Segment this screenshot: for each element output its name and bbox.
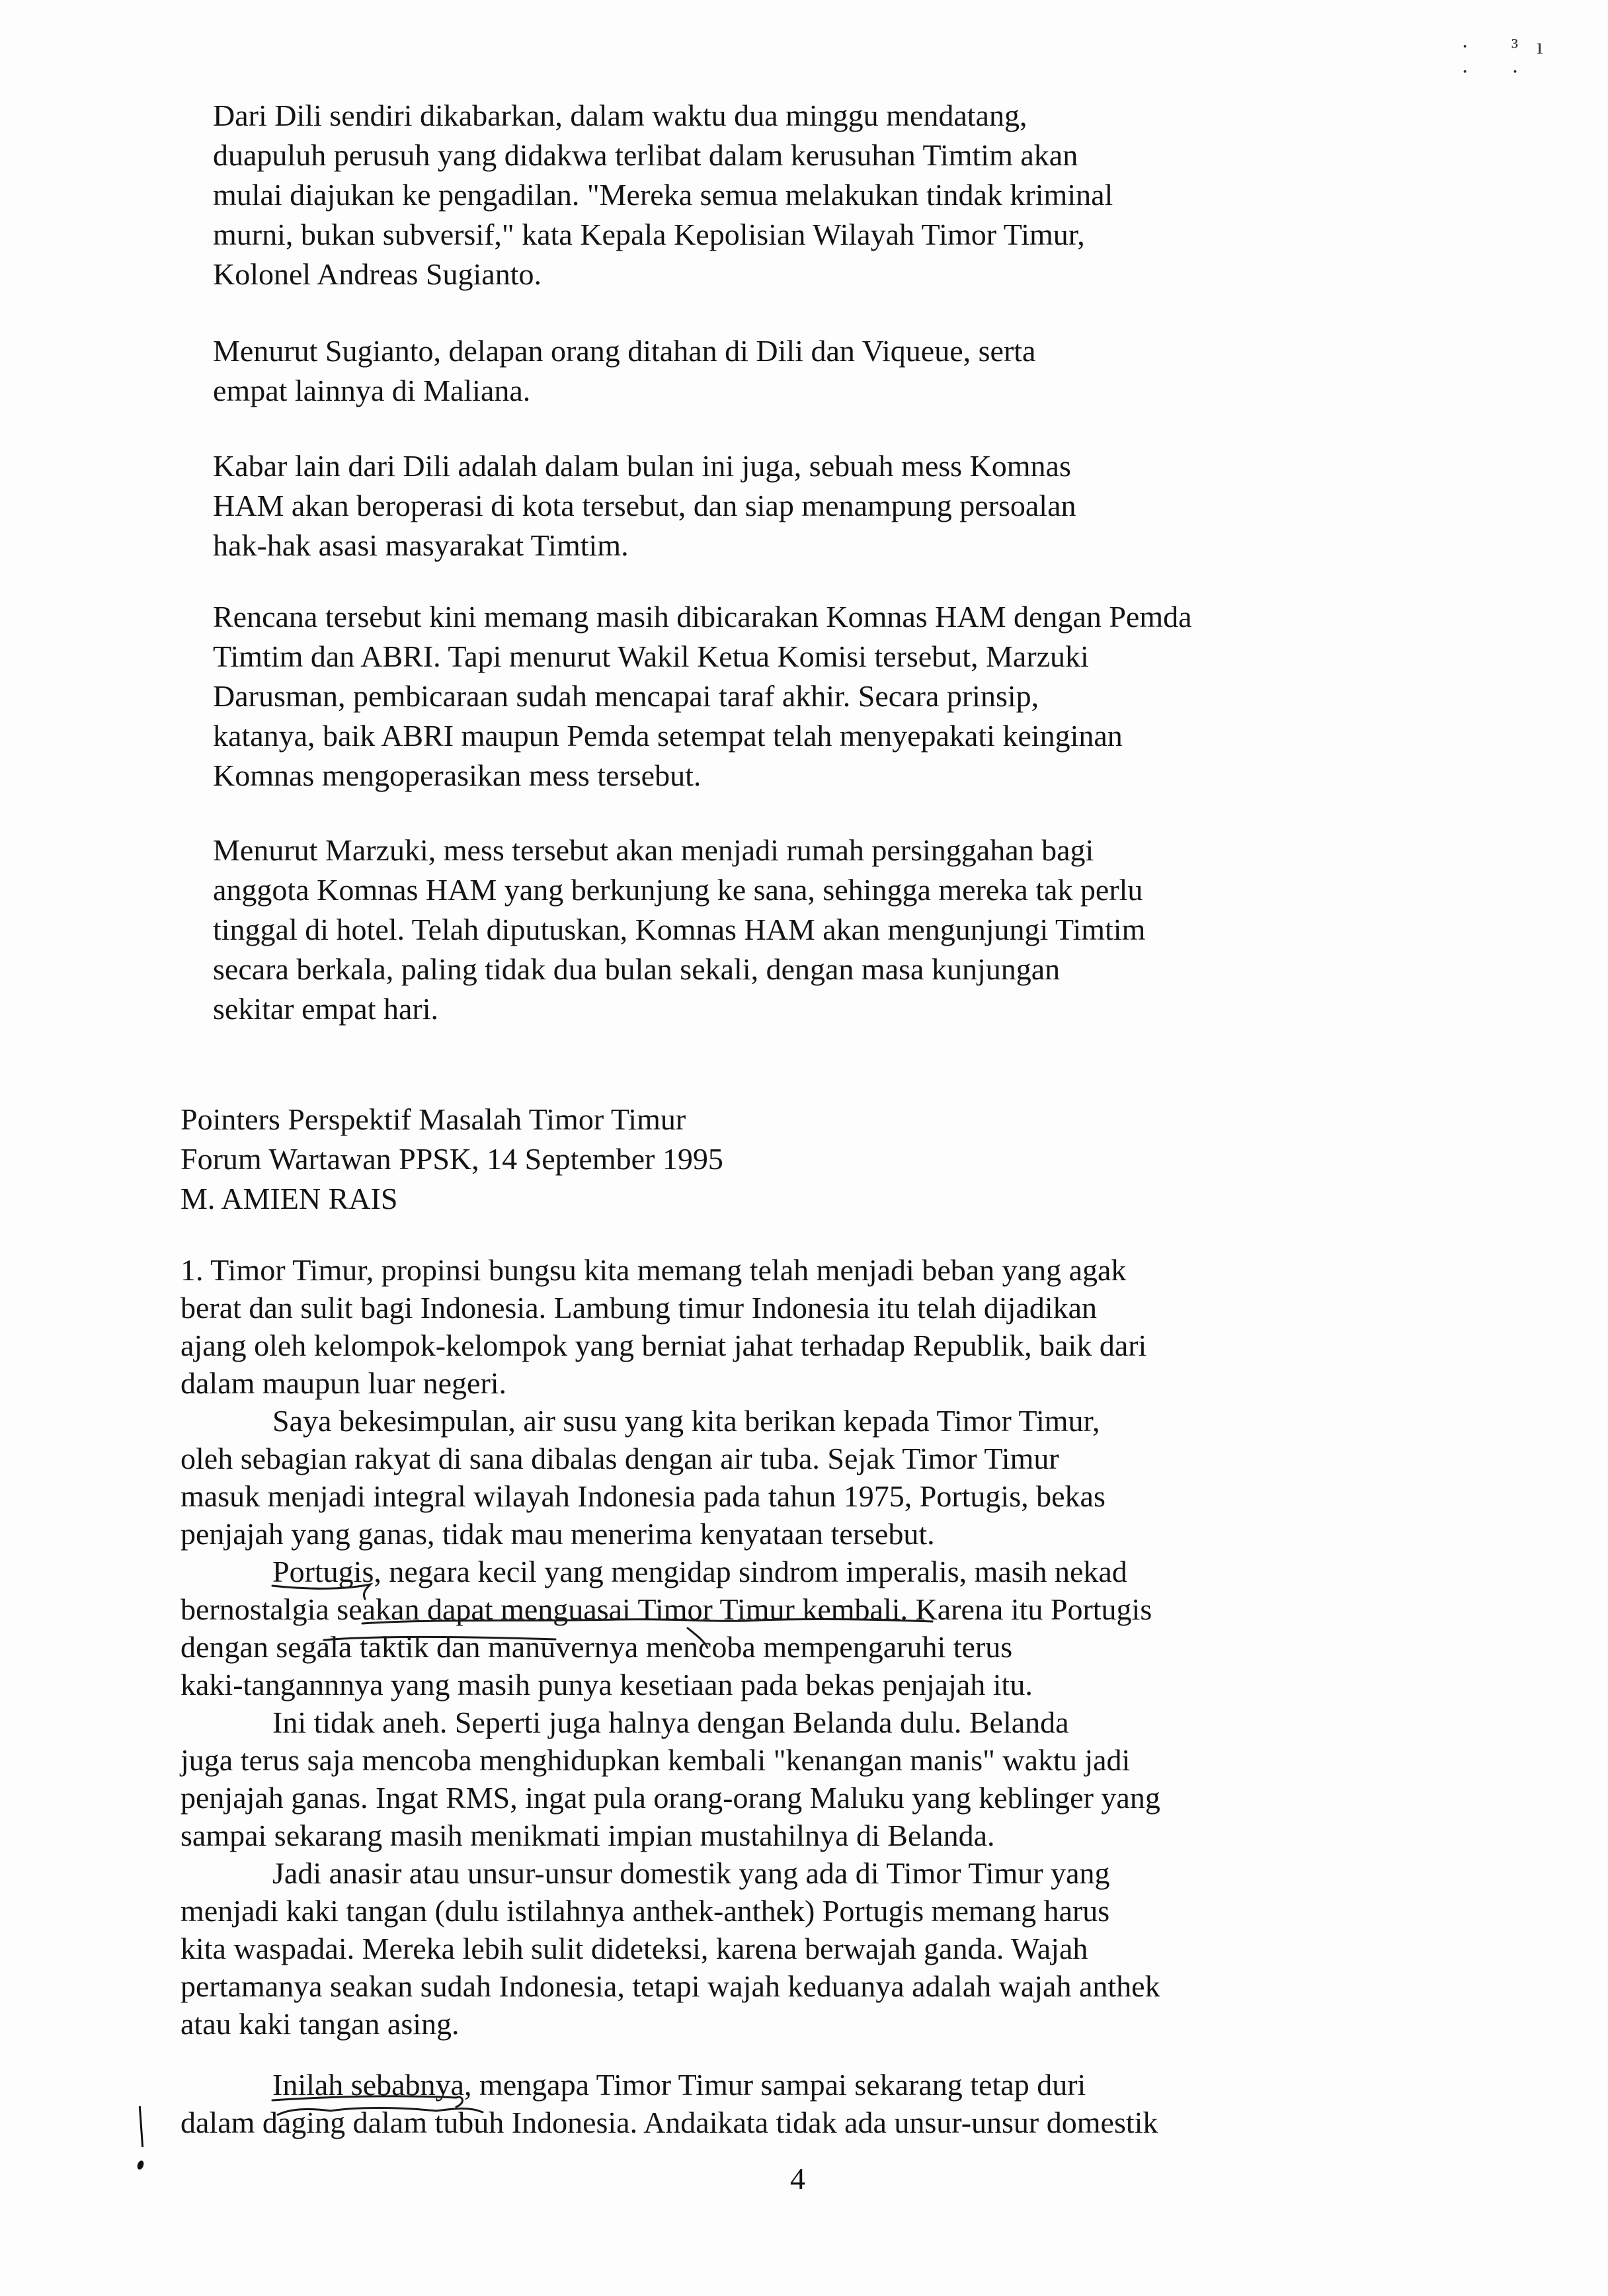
text-line: duapuluh perusuh yang didakwa terlibat dalam kerusuhan Timtim akan <box>213 138 1078 172</box>
body-line: dalam daging dalam tubuh Indonesia. Andaikata tidak ada unsur-unsur domestik <box>181 2106 1158 2139</box>
text-line: Komnas mengoperasikan mess tersebut. <box>213 758 702 792</box>
article-author: M. AMIEN RAIS <box>181 1182 398 1215</box>
text-line: secara berkala, paling tidak dua bulan sekali, dengan masa kunjungan <box>213 952 1061 986</box>
body-line: berat dan sulit bagi Indonesia. Lambung timur Indonesia itu telah dijadikan <box>181 1291 1098 1325</box>
text-line: Kabar lain dari Dili adalah dalam bulan ini juga, sebuah mess Komnas <box>213 449 1071 483</box>
body-line: penjajah yang ganas, tidak mau menerima kenyataan tersebut. <box>181 1517 935 1551</box>
text-line: Timtim dan ABRI. Tapi menurut Wakil Ketua Komisi tersebut, Marzuki <box>213 639 1089 673</box>
body-line: kita waspadai. Mereka lebih sulit dideteksi, karena berwajah ganda. Wajah <box>181 1932 1088 1965</box>
text-line: tinggal di hotel. Telah diputuskan, Komnas HAM akan mengunjungi Timtim <box>213 913 1146 946</box>
body-line: dengan segala taktik dan manuvernya mencoba mempengaruhi terus <box>181 1630 1013 1664</box>
article-title: Pointers Perspektif Masalah Timor Timur <box>181 1102 686 1136</box>
body-line: 1. Timor Timur, propinsi bungsu kita memang telah menjadi beban yang agak <box>181 1253 1127 1287</box>
body-line: kaki-tangannnya yang masih punya kesetiaan pada bekas penjajah itu. <box>181 1668 1033 1702</box>
text-line: sekitar empat hari. <box>213 992 439 1026</box>
text-line: empat lainnya di Maliana. <box>213 374 531 407</box>
body-line: sampai sekarang masih menikmati impian mustahilnya di Belanda. <box>181 1819 995 1852</box>
body-line: atau kaki tangan asing. <box>181 2007 460 2041</box>
text-line: Kolonel Andreas Sugianto. <box>213 257 542 291</box>
body-line: Portugis, negara kecil yang mengidap sindrom imperalis, masih nekad <box>272 1555 1127 1588</box>
text-line: mulai diajukan ke pengadilan. "Mereka semua melakukan tindak kriminal <box>213 178 1113 212</box>
body-line: ajang oleh kelompok-kelompok yang berniat jahat terhadap Republik, baik dari <box>181 1329 1147 1362</box>
margin-dot-mark <box>136 2160 145 2170</box>
text-line: Menurut Marzuki, mess tersebut akan menjadi rumah persinggahan bagi <box>213 833 1094 867</box>
page-number: 4 <box>790 2162 805 2195</box>
text-line: HAM akan beroperasi di kota tersebut, dan siap menampung persoalan <box>213 489 1076 522</box>
body-line: juga terus saja mencoba menghidupkan kembali "kenangan manis" waktu jadi <box>181 1743 1131 1777</box>
text-line: anggota Komnas HAM yang berkunjung ke sana, sehingga mereka tak perlu <box>213 873 1143 907</box>
body-line: Saya bekesimpulan, air susu yang kita berikan kepada Timor Timur, <box>272 1404 1100 1438</box>
margin-bar-mark <box>139 2106 143 2147</box>
body-line: pertamanya seakan sudah Indonesia, tetapi wajah keduanya adalah wajah anthek <box>181 1969 1160 2003</box>
body-line: oleh sebagian rakyat di sana dibalas dengan air tuba. Sejak Timor Timur <box>181 1442 1059 1475</box>
margin-pen-mark <box>132 2106 152 2172</box>
body-line: bernostalgia seakan dapat menguasai Timor Timur kembali. Karena itu Portugis <box>181 1592 1152 1626</box>
text-line: katanya, baik ABRI maupun Pemda setempat telah menyepakati keinginan <box>213 719 1123 753</box>
text-line: hak-hak asasi masyarakat Timtim. <box>213 528 629 562</box>
text-line: Menurut Sugianto, delapan orang ditahan di Dili dan Viqueue, serta <box>213 334 1036 368</box>
body-line: Jadi anasir atau unsur-unsur domestik yang ada di Timor Timur yang <box>272 1856 1110 1890</box>
body-line: Inilah sebabnya, mengapa Timor Timur sampai sekarang tetap duri <box>272 2068 1086 2102</box>
text-line: murni, bukan subversif," kata Kepala Kepolisian Wilayah Timor Timur, <box>213 218 1085 251</box>
body-line: penjajah ganas. Ingat RMS, ingat pula orang-orang Maluku yang keblinger yang <box>181 1781 1160 1815</box>
text-line: Dari Dili sendiri dikabarkan, dalam waktu dua minggu mendatang, <box>213 99 1027 132</box>
article-forum: Forum Wartawan PPSK, 14 September 1995 <box>181 1142 723 1176</box>
body-line: dalam maupun luar negeri. <box>181 1366 507 1400</box>
body-line: masuk menjadi integral wilayah Indonesia pada tahun 1975, Portugis, bekas <box>181 1479 1106 1513</box>
text-line: Rencana tersebut kini memang masih dibicarakan Komnas HAM dengan Pemda <box>213 600 1192 634</box>
page-corner-marks: · ³ı · · <box>1461 34 1562 84</box>
body-line: Ini tidak aneh. Seperti juga halnya dengan Belanda dulu. Belanda <box>272 1705 1069 1739</box>
body-line: menjadi kaki tangan (dulu istilahnya anthek-anthek) Portugis memang harus <box>181 1894 1110 1928</box>
text-line: Darusman, pembicaraan sudah mencapai taraf akhir. Secara prinsip, <box>213 679 1039 713</box>
